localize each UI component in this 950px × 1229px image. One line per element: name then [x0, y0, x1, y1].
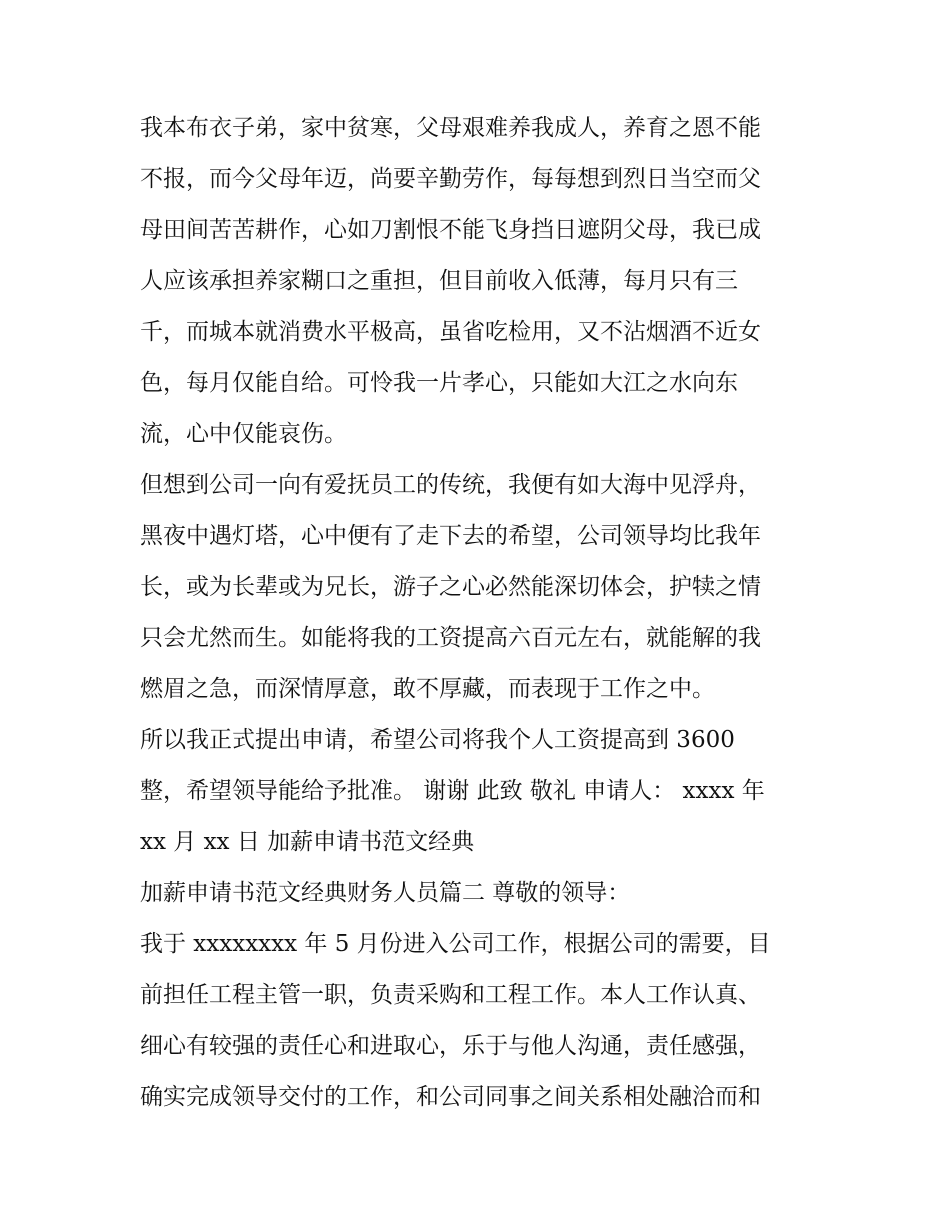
text-line: 长，或为长辈或为兄长，游子之心必然能深切体会，护犊之情 — [140, 574, 761, 600]
text-line: 只会尤然而生。如能将我的工资提高六百元左右，就能解的我 — [140, 625, 761, 651]
text-line: 我本布衣子弟，家中贫寒，父母艰难养我成人，养育之恩不能 — [140, 115, 761, 141]
text-line: 所以我正式提出申请，希望公司将我个人工资提高到 3600 — [140, 727, 735, 753]
text-line: 加薪申请书范文经典财务人员篇二 尊敬的领导： — [140, 880, 631, 906]
text-line: 但想到公司一向有爱抚员工的传统，我便有如大海中见浮舟， — [140, 472, 761, 498]
document-body — [140, 103, 820, 1123]
text-line: 千，而城本就消费水平极高，虽省吃检用，又不沾烟酒不近女 — [140, 319, 761, 345]
text-line: 确实完成领导交付的工作，和公司同事之间关系相处融洽而和 — [140, 1084, 761, 1110]
text-line: 不报，而今父母年迈，尚要辛勤劳作，每每想到烈日当空而父 — [140, 166, 761, 192]
text-line: 整，希望领导能给予批准。 谢谢 此致 敬礼 申请人： xxxx 年 — [140, 778, 765, 804]
text-line: 黑夜中遇灯塔，心中便有了走下去的希望，公司领导均比我年 — [140, 523, 761, 549]
text-line: 细心有较强的责任心和进取心，乐于与他人沟通，责任感强， — [140, 1033, 761, 1059]
text-line: 流，心中仅能哀伤。 — [140, 421, 347, 447]
text-line: 我于 xxxxxxxx 年 5 月份进入公司工作，根据公司的需要，目 — [140, 931, 771, 957]
text-line: 人应该承担养家糊口之重担，但目前收入低薄，每月只有三 — [140, 268, 738, 294]
text-line: 色，每月仅能自给。可怜我一片孝心，只能如大江之水向东 — [140, 370, 738, 396]
text-line: xx 月 xx 日 加薪申请书范文经典 — [140, 829, 475, 855]
text-line: 燃眉之急，而深情厚意，敢不厚藏，而表现于工作之中。 — [140, 676, 715, 702]
text-line: 前担任工程主管一职，负责采购和工程工作。本人工作认真、 — [140, 982, 761, 1008]
text-line: 母田间苦苦耕作，心如刀割恨不能飞身挡日遮阴父母，我已成 — [140, 217, 761, 243]
